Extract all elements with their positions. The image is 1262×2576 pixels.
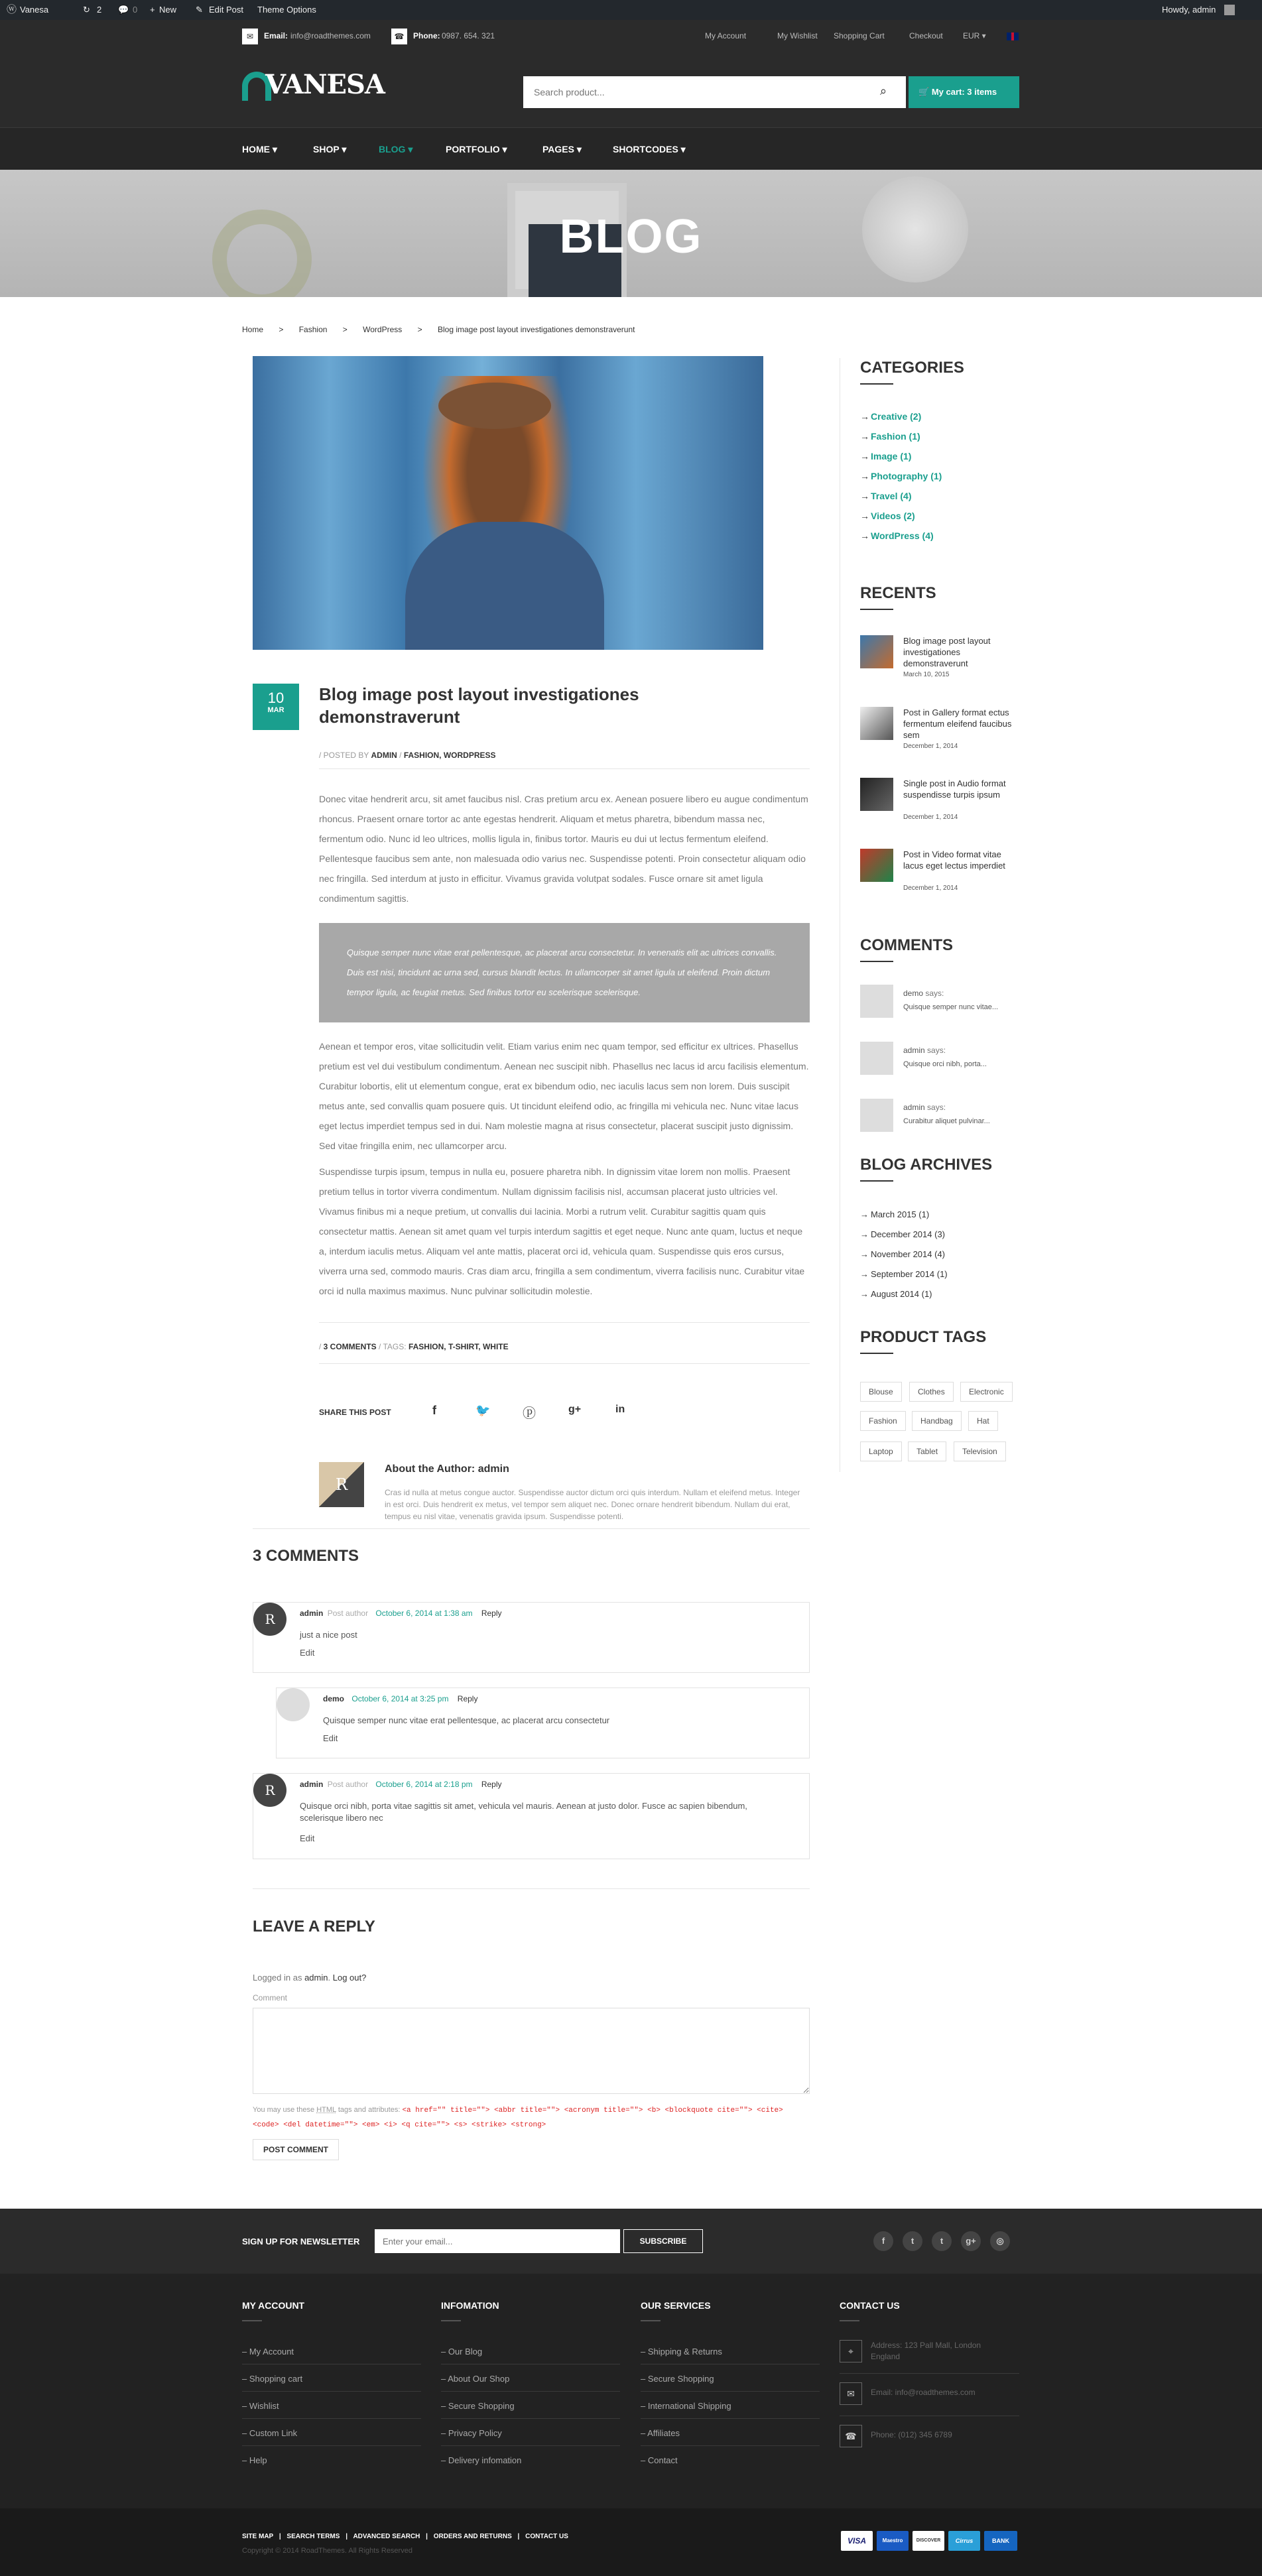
product-tag[interactable]: Blouse bbox=[860, 1382, 902, 1402]
maestro-icon: Maestro bbox=[877, 2531, 909, 2551]
footer-link[interactable]: – Shipping & Returns bbox=[641, 2347, 820, 2364]
cart-label: My cart: 3 items bbox=[931, 87, 997, 97]
bottom-link[interactable]: CONTACT US bbox=[525, 2533, 568, 2540]
post-tags-link[interactable]: FASHION, T-SHIRT, WHITE bbox=[408, 1342, 509, 1351]
top-bar bbox=[0, 20, 1262, 53]
recent-comment-excerpt[interactable]: Quisque orci nibh, porta... bbox=[903, 1060, 987, 1068]
cart-button[interactable] bbox=[909, 76, 1019, 108]
footer-link[interactable]: – Secure Shopping bbox=[441, 2401, 620, 2419]
comments-count[interactable]: 0 bbox=[133, 5, 138, 15]
comment-avatar bbox=[277, 1688, 310, 1721]
nav-shop[interactable]: SHOP ▾ bbox=[313, 144, 347, 154]
comments-heading: 3 COMMENTS bbox=[253, 1547, 359, 1565]
bottom-link[interactable]: ORDERS AND RETURNS bbox=[433, 2533, 512, 2540]
archive-item[interactable]: → December 2014 (3) bbox=[860, 1229, 945, 1239]
allowed-tags-note: You may use these HTML tags and attributes: <a href="" title=""> <abbr title=""> <acronym title=""> <b> <blockquote cite=""> <cite> <code> <del datetime=""> <em> <i> <q cite=""> <s> <strike> <strong> bbox=[253, 2106, 783, 2129]
nav-pages[interactable]: PAGES ▾ bbox=[542, 144, 582, 154]
comment-item: R admin Post author October 6, 2014 at 1:38 am Reply just a nice post Edit bbox=[253, 1602, 810, 1673]
product-tag[interactable]: Fashion bbox=[860, 1411, 906, 1431]
product-tag[interactable]: Laptop bbox=[860, 1441, 902, 1461]
recent-post-title[interactable]: Blog image post layout investigationes demonstraverunt bbox=[903, 636, 991, 668]
footer-email[interactable]: Email: info@roadthemes.com bbox=[871, 2388, 976, 2397]
plus-icon[interactable]: + bbox=[150, 5, 155, 15]
post-date-badge bbox=[253, 684, 299, 730]
post-comment-button[interactable]: POST COMMENT bbox=[253, 2139, 339, 2160]
search-icon[interactable]: ⌕ bbox=[880, 84, 887, 97]
comment-avatar bbox=[860, 985, 893, 1018]
linkedin-icon[interactable]: in bbox=[615, 1404, 625, 1415]
post-comments-link[interactable]: 3 COMMENTS bbox=[323, 1342, 377, 1351]
logged-in-user-link[interactable]: admin bbox=[304, 1973, 328, 1983]
wp-admin-bar bbox=[0, 0, 1262, 20]
footer-link[interactable]: – Custom Link bbox=[242, 2428, 421, 2446]
recent-thumb[interactable] bbox=[860, 778, 893, 811]
pinterest-icon[interactable]: ⓟ bbox=[523, 1406, 536, 1421]
bottom-bar bbox=[0, 2508, 1262, 2576]
archive-item[interactable]: → August 2014 (1) bbox=[860, 1289, 932, 1299]
logout-link[interactable]: Log out? bbox=[332, 1973, 367, 1983]
updates-icon[interactable]: ↻ bbox=[83, 5, 90, 15]
recent-post-title[interactable]: Single post in Audio format suspendisse turpis ipsum bbox=[903, 778, 1006, 800]
nav-blog[interactable]: BLOG ▾ bbox=[379, 144, 413, 154]
category-item[interactable]: → Fashion (1) bbox=[860, 431, 920, 442]
footer-link[interactable]: – Help bbox=[242, 2455, 267, 2465]
breadcrumb: Home > Fashion > WordPress > Blog image post layout investigationes demonstraverunt bbox=[242, 325, 635, 334]
cirrus-icon: Cirrus bbox=[948, 2531, 980, 2551]
comment-date[interactable]: October 6, 2014 at 1:38 am bbox=[375, 1609, 473, 1618]
comment-text: Quisque orci nibh, porta vitae sagittis sit amet, vehicula vel mauris. Aenean at justo dolor. Fusce ac sapien bibendum, scelerisque libero nec bbox=[300, 1801, 747, 1823]
discover-icon: DISCOVER bbox=[913, 2531, 944, 2551]
sidebar-recents-title: RECENTS bbox=[860, 584, 936, 602]
footer-link[interactable]: – My Account bbox=[242, 2347, 421, 2364]
comment-reply-link[interactable]: Reply bbox=[481, 1780, 502, 1789]
arrow-right-icon: → bbox=[860, 1289, 869, 1299]
comment-date[interactable]: October 6, 2014 at 2:18 pm bbox=[375, 1780, 473, 1789]
phone-value: 0987. 654. 321 bbox=[442, 31, 495, 40]
post-footer-meta: / 3 COMMENTS / TAGS: FASHION, T-SHIRT, WHITE bbox=[319, 1342, 509, 1351]
footer-link[interactable]: – Affiliates bbox=[641, 2428, 820, 2446]
bottom-link[interactable]: SEARCH TERMS bbox=[286, 2533, 340, 2540]
product-tag[interactable]: Clothes bbox=[909, 1382, 954, 1402]
archive-item[interactable]: → March 2015 (1) bbox=[860, 1209, 930, 1219]
comment-avatar: R bbox=[253, 1603, 286, 1636]
search-input[interactable] bbox=[523, 76, 868, 108]
footer-link[interactable]: – Wishlist bbox=[242, 2401, 421, 2419]
footer-link[interactable]: – Secure Shopping bbox=[641, 2374, 820, 2392]
twitter-icon[interactable]: 🐦 bbox=[475, 1404, 491, 1417]
comment-reply-link[interactable]: Reply bbox=[481, 1609, 502, 1618]
envelope-icon: ✉ bbox=[840, 2382, 862, 2405]
footer-link[interactable]: – Privacy Policy bbox=[441, 2428, 620, 2446]
comment-textarea[interactable] bbox=[253, 2008, 810, 2094]
arrow-right-icon: → bbox=[860, 511, 869, 521]
comment-edit-link[interactable]: Edit bbox=[300, 1648, 315, 1658]
post-date-day: 10 bbox=[267, 690, 284, 706]
category-item[interactable]: → Travel (4) bbox=[860, 491, 912, 501]
post-paragraph-1: Donec vitae hendrerit arcu, sit amet faucibus nisl. Cras pretium arcu ex. Aenean posuere libero eu augue condimentum rhoncus. Praesent ornare tortor ac ante egestas hendrerit. Aliquam et metus pharetra, bibendum massa nec, fermentum odio. Nunc id leo ultrices, mollis ligula in, finibus tortor. Mauris eu dui ut lectus fermentum eleifend. Pellentesque faucibus sem ante, non malesuada odio varius nec. Suspendisse potenti. Proin consectetur aliquam odio nec fringilla. Sed interdum at justo in efficitur. Vivamus gravida volutpat sodales. Fusce ornare sit amet ligula condimentum sagittis. bbox=[319, 794, 808, 904]
product-tag[interactable]: Hat bbox=[968, 1411, 998, 1431]
comment-text: Quisque semper nunc vitae erat pellentesque, ac placerat arcu consectetur bbox=[323, 1715, 610, 1725]
recent-comment-meta: demo says: bbox=[903, 989, 944, 998]
recent-comment-excerpt[interactable]: Curabitur aliquet pulvinar... bbox=[903, 1117, 990, 1125]
recent-post-date: March 10, 2015 bbox=[903, 671, 950, 678]
facebook-icon[interactable]: f bbox=[432, 1404, 436, 1417]
share-label: SHARE THIS POST bbox=[319, 1408, 391, 1417]
toplink-my-wishlist[interactable]: My Wishlist bbox=[777, 31, 818, 40]
breadcrumb-home[interactable]: Home bbox=[242, 325, 264, 334]
post-paragraph-2: Aenean et tempor eros, vitae sollicitudin velit. Etiam varius enim nec quam tempor, sed efficitur ex ultrices. Phasellus pretium est vel dui vestibulum condimentum. Aenean nec suscipit nibh. Phasellus nec lacus id arcu facilisis elementum. Curabitur lobortis, elit ut elementum congue, erat ex bibendum odio, nec iaculis lacus sem non lorem. Duis suscipit metus ante, sed convallis quam posuere quis. Ut tincidunt eleifend odio, ac fringilla mi vehicula nec. Nunc vitae lacus eget lectus imperdiet tempus sed in dui. Nam molestie magna at risus consectetur, placerat suscipit justo dignissim. Sed vitae fringilla enim, nec ullamcorper arcu. bbox=[319, 1041, 809, 1151]
currency-value: EUR bbox=[963, 31, 980, 40]
updates-count[interactable]: 2 bbox=[97, 5, 102, 15]
footer-col-title: CONTACT US bbox=[840, 2300, 900, 2311]
recent-post-date: December 1, 2014 bbox=[903, 814, 958, 821]
sidebar-archives-title: BLOG ARCHIVES bbox=[860, 1156, 993, 1174]
admin-new[interactable]: New bbox=[159, 5, 177, 15]
admin-theme-options[interactable]: Theme Options bbox=[257, 5, 316, 15]
comment-edit-link[interactable]: Edit bbox=[300, 1833, 315, 1843]
footer-link[interactable]: – About Our Shop bbox=[441, 2374, 620, 2392]
comment-text: just a nice post bbox=[300, 1630, 357, 1640]
breadcrumb-wordpress[interactable]: WordPress bbox=[363, 325, 403, 334]
subscribe-button[interactable]: SUBSCRIBE bbox=[623, 2229, 703, 2253]
admin-avatar[interactable] bbox=[1224, 5, 1235, 15]
comment-label: Comment bbox=[253, 1993, 288, 2002]
nav-portfolio[interactable]: PORTFOLIO ▾ bbox=[446, 144, 507, 154]
product-tag[interactable]: Tablet bbox=[908, 1441, 946, 1461]
category-item[interactable]: → WordPress (4) bbox=[860, 530, 934, 541]
newsletter-email-input[interactable] bbox=[375, 2229, 620, 2253]
site-header bbox=[0, 53, 1262, 127]
footer-phone: Phone: (012) 345 6789 bbox=[871, 2430, 952, 2439]
author-avatar: R bbox=[319, 1462, 364, 1507]
phone-icon: ☎ bbox=[391, 29, 407, 44]
recent-comment-excerpt[interactable]: Quisque semper nunc vitae... bbox=[903, 1003, 999, 1011]
footer-address: Address: 123 Pall Mall, London England bbox=[871, 2341, 981, 2361]
nav-shortcodes[interactable]: SHORTCODES ▾ bbox=[613, 144, 686, 154]
post-blockquote: Quisque semper nunc vitae erat pellentesque, ac placerat arcu consectetur. In venenatis elit ac ultrices convallis. Duis est nisi, tincidunt ac urna sed, cursus blandit lectus. In ullamcorper sit amet ligula ut eleifend. Proin dictum tempor ligula, ac feugiat metus. Sed finibus tortor eu scelerisque scelerisque. bbox=[319, 923, 810, 1022]
product-tag[interactable]: Electronic bbox=[960, 1382, 1013, 1402]
recent-comment-meta: admin says: bbox=[903, 1103, 946, 1112]
phone-icon: ☎ bbox=[840, 2425, 862, 2447]
tumblr-icon[interactable]: t bbox=[932, 2231, 952, 2251]
main-nav bbox=[0, 127, 1262, 170]
post-meta: / POSTED BY ADMIN / FASHION, WORDPRESS bbox=[319, 751, 496, 760]
facebook-icon[interactable]: f bbox=[873, 2231, 893, 2251]
nav-home[interactable]: HOME ▾ bbox=[242, 144, 277, 154]
arrow-right-icon: → bbox=[860, 1269, 869, 1279]
breadcrumb-current: Blog image post layout investigationes demonstraverunt bbox=[437, 325, 635, 334]
footer-link[interactable]: – Contact bbox=[641, 2455, 678, 2465]
arrow-right-icon: → bbox=[860, 471, 869, 481]
arrow-right-icon: → bbox=[860, 491, 869, 501]
footer-col-title: OUR SERVICES bbox=[641, 2300, 711, 2311]
search-box bbox=[523, 76, 906, 108]
product-tag[interactable]: Handbag bbox=[912, 1411, 962, 1431]
comment-author[interactable]: demo bbox=[323, 1694, 345, 1703]
pencil-icon[interactable]: ✎ bbox=[196, 5, 203, 15]
arrow-right-icon: → bbox=[860, 431, 869, 442]
footer-link[interactable]: – Delivery infomation bbox=[441, 2455, 522, 2465]
category-item[interactable]: → Videos (2) bbox=[860, 511, 915, 521]
recent-comment-meta: admin says: bbox=[903, 1046, 946, 1055]
bottom-links: SITE MAP | SEARCH TERMS | ADVANCED SEARCH | ORDERS AND RETURNS | CONTACT US bbox=[242, 2533, 568, 2540]
comment-avatar bbox=[860, 1099, 893, 1132]
toplink-shopping-cart[interactable]: Shopping Cart bbox=[834, 31, 885, 40]
currency-select[interactable]: EUR ▾ bbox=[963, 31, 986, 40]
wordpress-icon[interactable]: ⓦ bbox=[7, 4, 17, 15]
recent-post-date: December 1, 2014 bbox=[903, 885, 958, 892]
arrow-right-icon: → bbox=[860, 1249, 869, 1259]
footer-link[interactable]: – Shopping cart bbox=[242, 2374, 421, 2392]
comment-author[interactable]: admin bbox=[300, 1609, 324, 1618]
visa-icon: VISA bbox=[841, 2531, 873, 2551]
footer-col-title: MY ACCOUNT bbox=[242, 2300, 305, 2311]
recent-thumb[interactable] bbox=[860, 635, 893, 668]
reply-heading: LEAVE A REPLY bbox=[253, 1918, 375, 1935]
arrow-right-icon: → bbox=[860, 411, 869, 422]
sidebar-comments-title: COMMENTS bbox=[860, 936, 953, 954]
comment-item: R admin Post author October 6, 2014 at 2:18 pm Reply Quisque orci nibh, porta vitae sagittis sit amet, vehicula vel mauris. Aenean at justo dolor. Fusce ac sapien bibendum, scelerisque libero nec Edit bbox=[253, 1773, 810, 1859]
product-tag[interactable]: Television bbox=[954, 1441, 1006, 1461]
comments-icon[interactable]: 💬 bbox=[118, 5, 129, 15]
post-categories-link[interactable]: FASHION, WORDPRESS bbox=[403, 751, 496, 760]
toplink-my-account[interactable]: My Account bbox=[705, 31, 747, 40]
email-value[interactable]: info@roadthemes.com bbox=[290, 31, 371, 40]
admin-site-name[interactable]: Vanesa bbox=[20, 5, 49, 15]
breadcrumb-fashion[interactable]: Fashion bbox=[298, 325, 328, 334]
comment-avatar: R bbox=[253, 1774, 286, 1807]
arrow-right-icon: → bbox=[860, 1229, 869, 1239]
toplink-checkout[interactable]: Checkout bbox=[909, 31, 943, 40]
sidebar-categories-title: CATEGORIES bbox=[860, 359, 964, 377]
recent-thumb[interactable] bbox=[860, 707, 893, 740]
newsletter-label: SIGN UP FOR NEWSLETTER bbox=[242, 2237, 360, 2246]
bottom-link[interactable]: ADVANCED SEARCH bbox=[353, 2533, 420, 2540]
category-item[interactable]: → Image (1) bbox=[860, 451, 912, 461]
footer-link[interactable]: – International Shipping bbox=[641, 2401, 820, 2419]
recent-post-title[interactable]: Post in Gallery format ectus fermentum eleifend faucibus sem bbox=[903, 707, 1012, 740]
categories-list bbox=[860, 411, 1019, 544]
envelope-icon: ✉ bbox=[242, 29, 258, 44]
comment-avatar bbox=[860, 1042, 893, 1075]
comment-reply-link[interactable]: Reply bbox=[457, 1694, 478, 1703]
comment-item bbox=[276, 1687, 810, 1758]
admin-howdy[interactable]: Howdy, admin bbox=[1162, 5, 1216, 15]
post-paragraph-3: Suspendisse turpis ipsum, tempus in nulla eu, posuere pharetra nibh. In dignissim vitae lorem non mollis. Praesent pretium tellus in tortor viverra condimentum. Nullam dignissim facilisis nisl, accumsan placerat justo ultricies vel. Vivamus finibus mi a neque pretium, ut convallis dui lacinia. Morbi a rutrum velit. Curabitur sagittis quam quis consectetur mattis. Aenean sit amet quam vel turpis interdum sagittis et eget neque. Nunc ante quam, luctus et neque a, interdum iaculis metus. Aliquam vel ante mattis, placerat orci id, vehicula quam. Suspendisse quis eros cursus, viverra urna sed, commodo mauris. Cras diam arcu, fringilla a sem condimentum, viverra facilisis nunc. Curabitur vitae orci id nulla maximus maximus. Nunc pulvinar sollicitudin molestie. bbox=[319, 1166, 805, 1296]
category-item[interactable]: → Creative (2) bbox=[860, 411, 922, 422]
google-plus-icon[interactable]: g+ bbox=[961, 2231, 981, 2251]
recent-post-title[interactable]: Post in Video format vitae lacus eget lectus imperdiet bbox=[903, 849, 1005, 871]
footer bbox=[0, 2274, 1262, 2508]
post-featured-image[interactable] bbox=[253, 356, 763, 650]
arrow-right-icon: → bbox=[860, 1209, 869, 1219]
post-date-month: MAR bbox=[267, 706, 284, 714]
dribbble-icon[interactable]: ◎ bbox=[990, 2231, 1010, 2251]
author-bio: Cras id nulla at metus congue auctor. Suspendisse auctor dictum orci quis interdum. Nullam et eleifend metus. Integer in est orci. Duis hendrerit ex metus, vel tempor sem aliquet nec. Donec ornare hendrerit bibendum. Nullam dui erat, tempus eu nisl vitae, venenatis gravida ipsum. Suspendisse potenti. bbox=[385, 1488, 800, 1521]
recent-thumb[interactable] bbox=[860, 849, 893, 882]
cart-icon: 🛒 bbox=[918, 87, 932, 97]
comment-edit-link[interactable]: Edit bbox=[323, 1733, 338, 1743]
twitter-icon[interactable]: t bbox=[903, 2231, 922, 2251]
footer-col-title: INFOMATION bbox=[441, 2300, 499, 2311]
post-title: Blog image post layout investigationes demonstraverunt bbox=[319, 684, 639, 727]
bank-icon: BANK bbox=[984, 2531, 1017, 2551]
banner-title: BLOG bbox=[559, 210, 703, 263]
author-box-title: About the Author: admin bbox=[385, 1463, 509, 1475]
author-name-link[interactable]: admin bbox=[477, 1463, 509, 1475]
comment-author[interactable]: admin bbox=[300, 1780, 324, 1789]
site-logo[interactable]: VANESA bbox=[265, 69, 385, 100]
post-author-link[interactable]: ADMIN bbox=[371, 751, 397, 760]
arrow-right-icon: → bbox=[860, 530, 869, 541]
email-label: Email: bbox=[264, 31, 288, 40]
archive-item[interactable]: → November 2014 (4) bbox=[860, 1249, 945, 1259]
copyright: Copyright © 2014 RoadThemes. All Rights Reserved bbox=[242, 2547, 412, 2555]
phone-label: Phone: bbox=[413, 31, 440, 40]
recent-post-date: December 1, 2014 bbox=[903, 743, 958, 750]
bottom-link[interactable]: SITE MAP bbox=[242, 2533, 274, 2540]
newsletter-bar bbox=[0, 2209, 1262, 2274]
footer-link[interactable]: – Our Blog bbox=[441, 2347, 620, 2364]
uk-flag-icon[interactable] bbox=[1007, 32, 1019, 40]
page-banner bbox=[0, 170, 1262, 297]
google-plus-icon[interactable]: g+ bbox=[568, 1404, 582, 1415]
admin-edit-post[interactable]: Edit Post bbox=[209, 5, 244, 15]
map-marker-icon: ⌖ bbox=[840, 2340, 862, 2362]
comment-date[interactable]: October 6, 2014 at 3:25 pm bbox=[351, 1694, 449, 1703]
category-item[interactable]: → Photography (1) bbox=[860, 471, 942, 481]
archive-item[interactable]: → September 2014 (1) bbox=[860, 1269, 948, 1279]
sidebar-tags-title: PRODUCT TAGS bbox=[860, 1328, 987, 1346]
arrow-right-icon: → bbox=[860, 451, 869, 461]
logged-in-line: Logged in as admin. Log out? bbox=[253, 1973, 367, 1983]
